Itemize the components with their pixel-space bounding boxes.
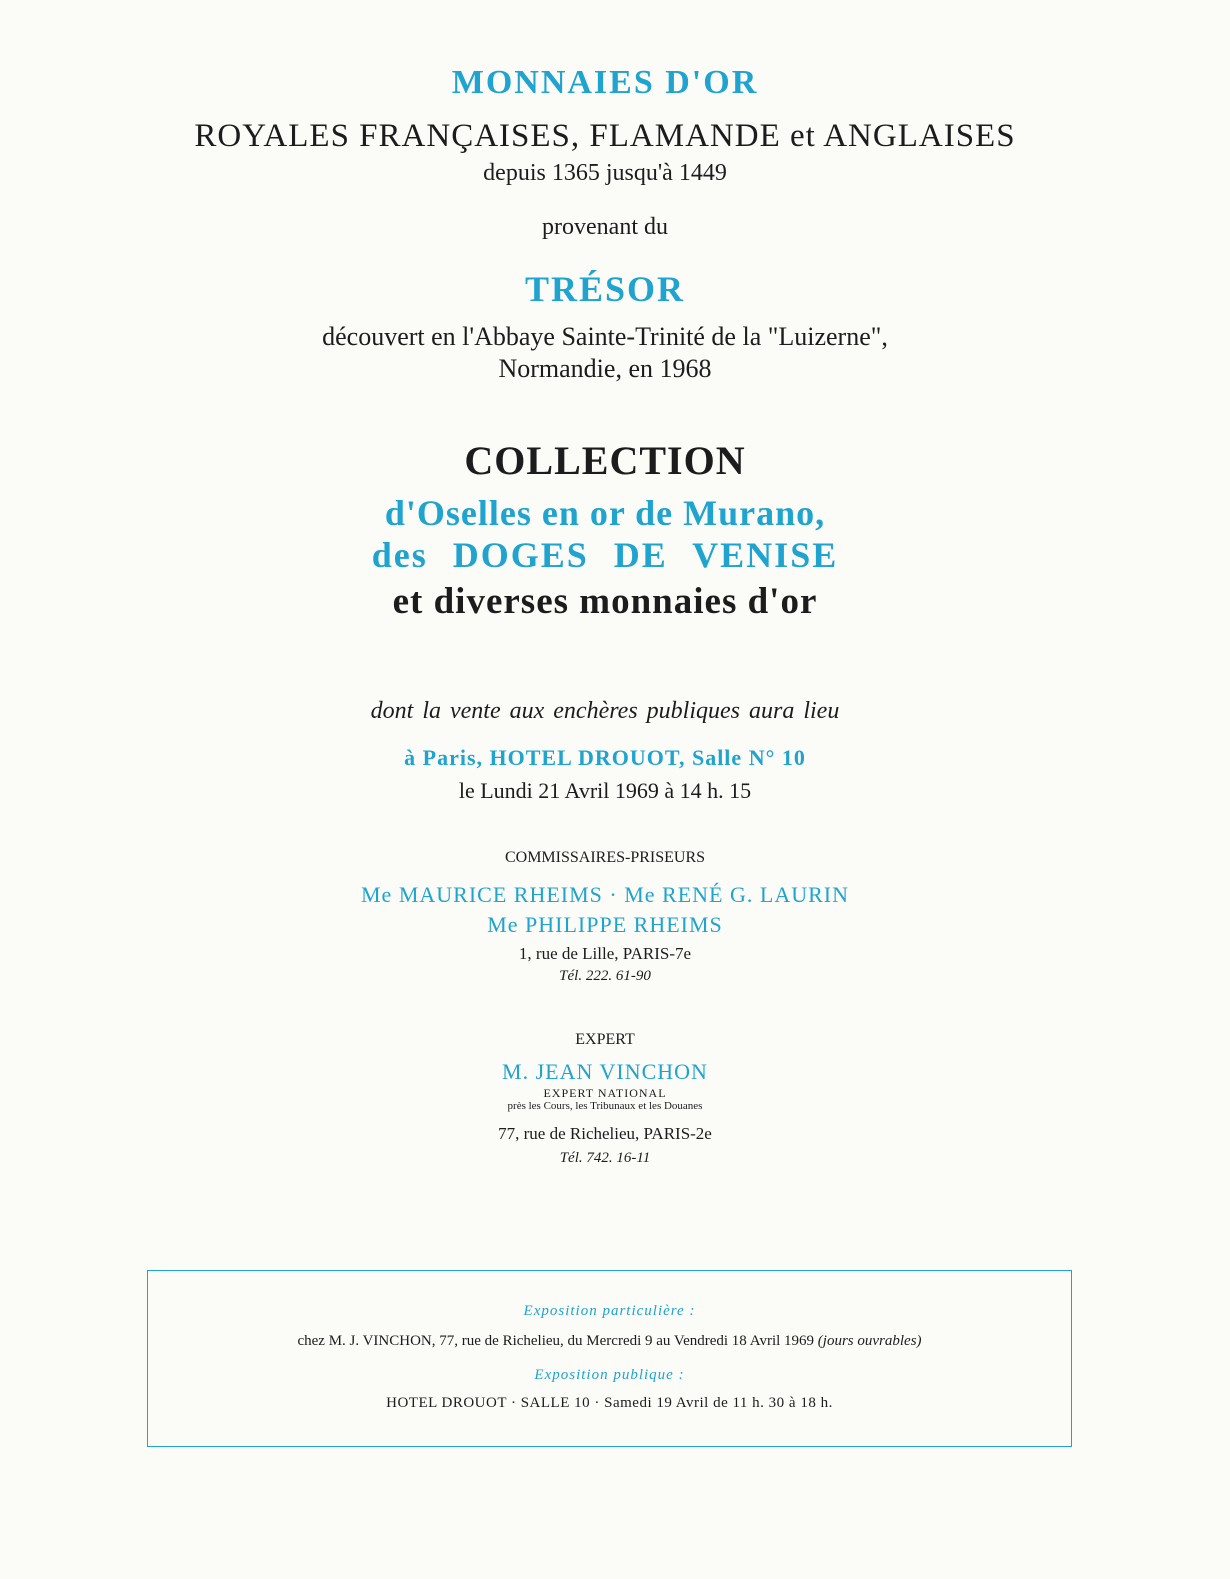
private-exhibition-text (148, 1333, 1071, 1350)
public-exhibition-text: HOTEL DROUOT · SALLE 10 · Samedi 19 Avril de 11 h. 30 à 18 h. (386, 1395, 833, 1411)
main-title: MONNAIES D'OR (451, 64, 759, 101)
auctioneers-address: 1, rue de Lille, PARIS-7e (518, 944, 692, 963)
collection-line-2: des DOGES DE VENISE (371, 535, 839, 575)
sale-venue: à Paris, HOTEL DROUOT, Salle N° 10 (404, 745, 806, 770)
collection-line-1: d'Oselles en or de Murano, (384, 493, 826, 533)
tresor-heading: TRÉSOR (524, 269, 686, 309)
auctioneers-phone: Tél. 222. 61-90 (559, 968, 651, 984)
private-exhibition-details: chez M. J. VINCHON, 77, rue de Richelieu, du Mercredi 9 au Vendredi 18 Avril 1969 (297, 1333, 815, 1349)
period: depuis 1365 jusqu'à 1449 (483, 160, 727, 186)
sale-date: le Lundi 21 Avril 1969 à 14 h. 15 (458, 778, 752, 803)
expert-address: 77, rue de Richelieu, PARIS-2e (498, 1124, 712, 1143)
auctioneers-names-2: Me PHILIPPE RHEIMS (487, 912, 723, 937)
expert-heading: EXPERT (575, 1031, 635, 1048)
expert-name: M. JEAN VINCHON (502, 1059, 708, 1084)
sale-intro: dont la vente aux enchères publiques aura lieu (370, 698, 840, 724)
collection-heading: COLLECTION (464, 438, 746, 483)
expert-title: EXPERT NATIONAL (543, 1086, 667, 1100)
auctioneers-heading: COMMISSAIRES-PRISEURS (504, 849, 706, 866)
discovery-line-2: Normandie, en 1968 (498, 354, 712, 383)
collection-line-3: et diverses monnaies d'or (392, 581, 818, 622)
expert-courts: près les Cours, les Tribunaux et les Douanes (507, 1100, 703, 1112)
private-exhibition-note: (jours ouvrables) (817, 1333, 922, 1349)
exhibition-box (147, 1270, 1072, 1447)
provenant-text: provenant du (542, 214, 668, 240)
private-exhibition-heading: Exposition particulière : (523, 1303, 696, 1319)
expert-phone: Tél. 742. 16-11 (559, 1150, 651, 1166)
subtitle: ROYALES FRANÇAISES, FLAMANDE et ANGLAISES (194, 118, 1016, 154)
discovery-line-1: découvert en l'Abbaye Sainte-Trinité de la "Luizerne", (322, 322, 888, 351)
auctioneers-names-1: Me MAURICE RHEIMS · Me RENÉ G. LAURIN (361, 882, 849, 907)
public-exhibition-heading: Exposition publique : (534, 1367, 685, 1383)
